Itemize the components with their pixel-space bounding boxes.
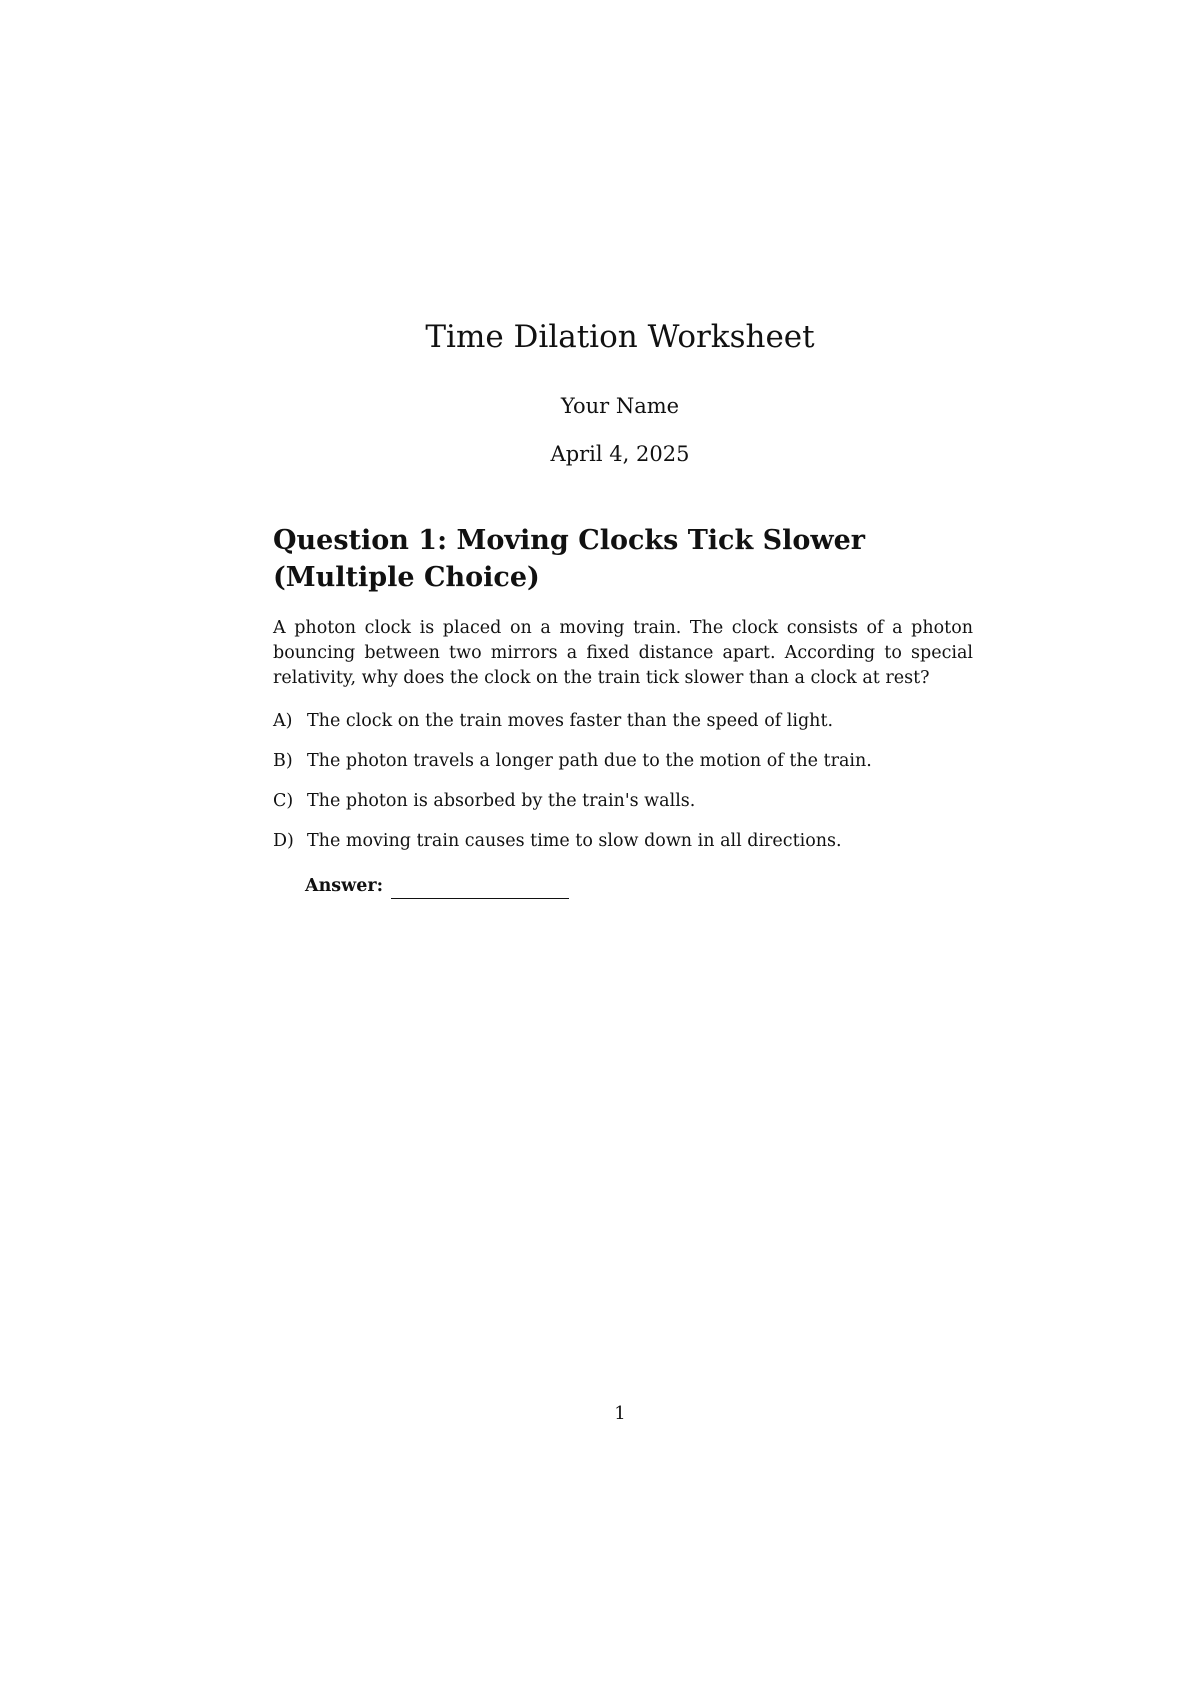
option-text: The photon travels a longer path due to the motion of the train. [307, 751, 872, 771]
page-number: 1 [614, 1403, 626, 1424]
option-d [273, 829, 973, 854]
option-text: The moving train causes time to slow down in all directions. [307, 831, 842, 851]
answer-blank-line[interactable] [391, 880, 569, 899]
option-text: The clock on the train moves faster than the speed of light. [307, 711, 834, 731]
option-letter: D) [273, 831, 294, 851]
answer-options-list [273, 709, 973, 854]
document-title: Time Dilation Worksheet [425, 319, 815, 355]
option-letter: A) [273, 711, 293, 731]
answer-label: Answer: [305, 876, 384, 896]
option-a [273, 709, 973, 734]
answer-field [305, 874, 973, 899]
document-author: Your Name [560, 394, 680, 418]
option-b [273, 749, 973, 774]
question-1-heading: Question 1: Moving Clocks Tick Slower (Multiple Choice) [273, 525, 866, 593]
document-date: April 4, 2025 [550, 442, 690, 466]
option-letter: B) [273, 751, 293, 771]
option-c [273, 789, 973, 814]
question-1-text: A photon clock is placed on a moving train. The clock consists of a photon bouncing between two mirrors a fixed distance apart. According to special relativity, why does the clock on the train tick slower than a clock at rest? [273, 618, 973, 688]
option-text: The photon is absorbed by the train's walls. [307, 791, 696, 811]
question-1-section [273, 522, 973, 899]
option-letter: C) [273, 791, 294, 811]
